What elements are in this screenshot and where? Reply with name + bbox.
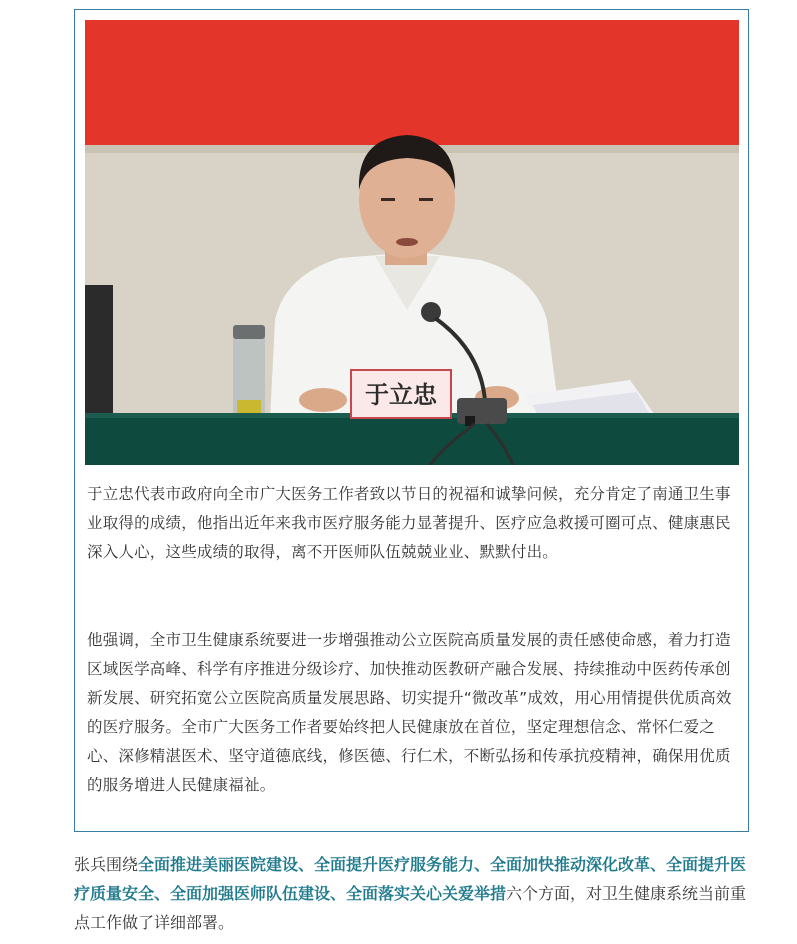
- caption-paragraph-2: 他强调，全市卫生健康系统要进一步增强推动公立医院高质量发展的责任感使命感，着力打造区域医学高峰、科学有序推进分级诊疗、加快推动医教研产融合发展、持续推动中医药传承创新发展、研究拓宽公立医院高质量发展思路、切实提升“微改革”成效，用心用情提供优质高效的医疗服务。全市广大医务工作者要始终把人民健康放在首位，坚定理想信念、常怀仁爱之心、深修精湛医术、坚守道德底线，修医德、行仁术，不断弘扬和传承抗疫精神，确保用优质的服务增进人民健康福祉。: [87, 631, 732, 794]
- caption-paragraph-1: 于立忠代表市政府向全市广大医务工作者致以节日的祝福和诚挚问候，充分肯定了南通卫生事业取得的成绩，他指出近年来我市医疗服务能力显著提升、医疗应急救援可圈可点、健康惠民深入人心，这些成绩的取得，离不开医师队伍兢兢业业、默默付出。: [87, 485, 731, 561]
- summary-paragraph: [74, 850, 754, 937]
- summary-tail: 六个方面，对卫生健康系统当前重点工作做了详细部署。: [74, 884, 747, 932]
- nameplate-text: 于立忠: [365, 380, 437, 409]
- summary-highlight: 全面推进美丽医院建设、全面提升医疗服务能力、全面加快推动深化改革、全面提升医疗质量安全、全面加强医师队伍建设、全面落实关心关爱举措: [74, 855, 747, 903]
- speaker-photo: [85, 20, 739, 465]
- article-card: [74, 9, 749, 832]
- summary-lead: 张兵围绕: [74, 855, 139, 874]
